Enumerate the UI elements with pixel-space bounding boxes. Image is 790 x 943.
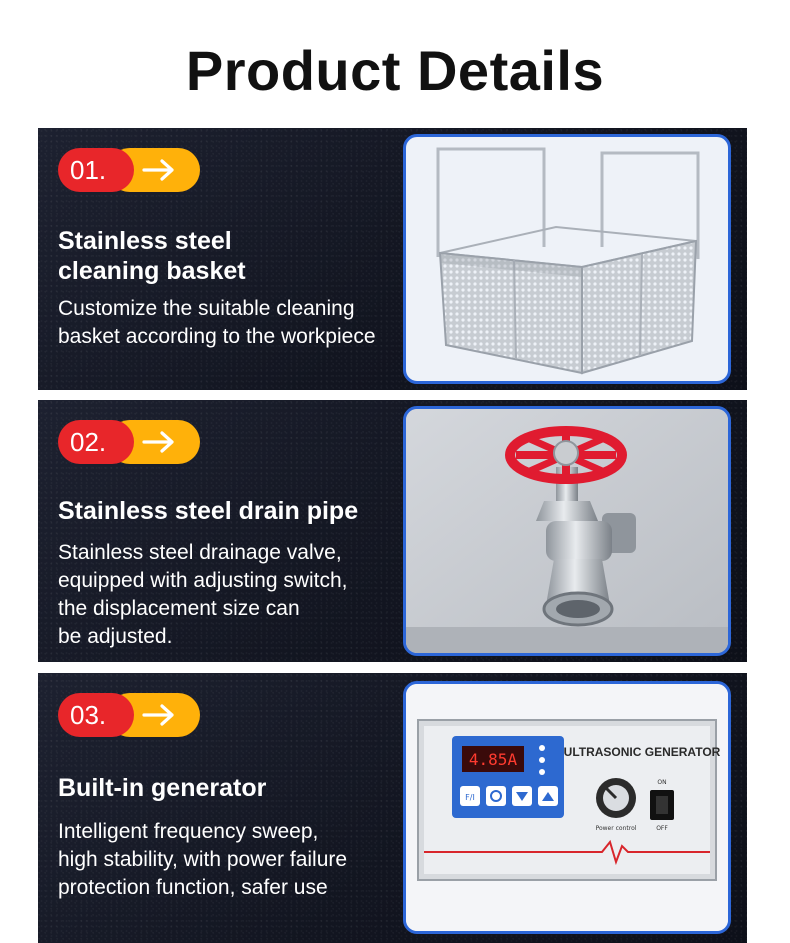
- feature-desc-line: protection function, safer use: [58, 876, 328, 899]
- step-badge: [58, 148, 200, 192]
- step-number: 03.: [58, 693, 134, 737]
- feature-title: Stainless steel drain pipe: [58, 497, 359, 525]
- step-number: 02.: [58, 420, 134, 464]
- feature-desc-line: Customize the suitable cleaning: [58, 297, 355, 320]
- feature-title: Built-in generator: [58, 774, 267, 802]
- feature-panel-drain-pipe: [38, 400, 747, 662]
- step-badge: [58, 420, 200, 464]
- knob-label: Power control: [595, 825, 637, 832]
- ultrasonic-generator-photo: [403, 681, 731, 934]
- feature-title-line: Stainless steel: [58, 227, 232, 255]
- feature-desc-line: equipped with adjusting switch,: [58, 569, 348, 592]
- feature-desc-line: high stability, with power failure: [58, 848, 348, 871]
- step-badge: [58, 693, 200, 737]
- generator-label: ULTRASONIC GENERATOR: [563, 745, 721, 759]
- feature-desc-line: basket according to the workpiece: [58, 325, 376, 348]
- feature-description: [58, 818, 403, 902]
- basket-illustration: [406, 137, 728, 381]
- feature-panel-basket: [38, 128, 747, 390]
- feature-description: [58, 295, 403, 351]
- feature-description: [58, 539, 403, 651]
- feature-desc-line: Stainless steel drainage valve,: [58, 541, 342, 564]
- generator-panel-illustration: [406, 684, 728, 931]
- stainless-steel-basket-photo: [403, 134, 731, 384]
- drain-valve-photo: [403, 406, 731, 656]
- fn-button-label: F/I: [465, 793, 475, 802]
- page-title: Product Details: [185, 39, 605, 102]
- feature-desc-line: be adjusted.: [58, 625, 173, 648]
- switch-on-label: ON: [657, 779, 667, 786]
- feature-panel-generator: [38, 673, 747, 943]
- drain-valve-illustration: [406, 409, 728, 653]
- arrow-right-icon: [141, 430, 177, 454]
- arrow-right-icon: [141, 158, 177, 182]
- feature-desc-line: Intelligent frequency sweep,: [58, 820, 319, 843]
- feature-desc-line: the displacement size can: [58, 597, 300, 620]
- feature-title-line: cleaning basket: [58, 257, 246, 285]
- generator-display: 4.85A: [468, 750, 518, 769]
- arrow-right-icon: [141, 703, 177, 727]
- step-number: 01.: [58, 148, 134, 192]
- switch-off-label: OFF: [656, 825, 668, 832]
- feature-title: [58, 226, 398, 286]
